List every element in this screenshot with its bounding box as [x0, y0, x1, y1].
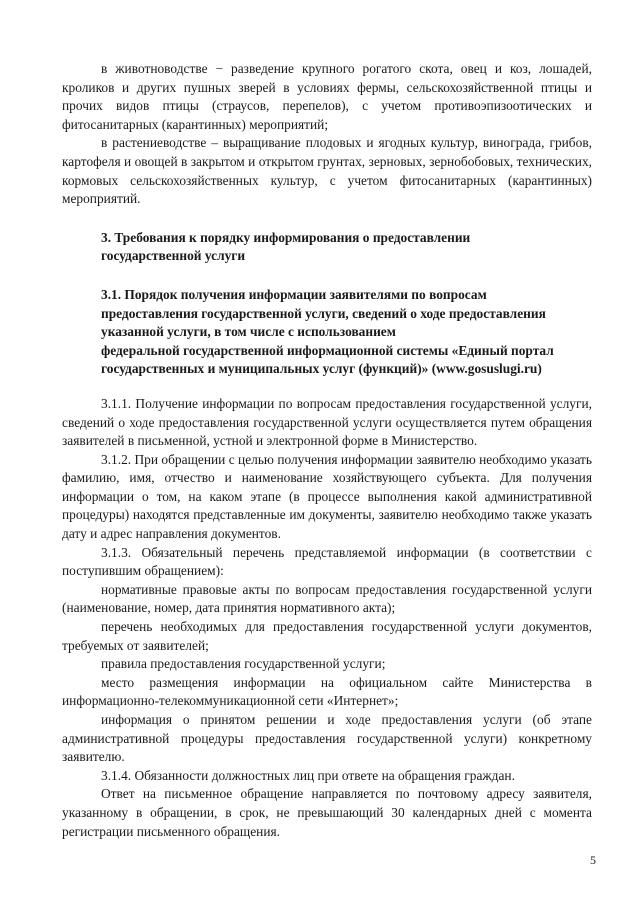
list-item-rules: правила предоставления государственной услуги; — [101, 656, 386, 672]
list-item-website: место размещения информации на официальном сайте Министерства в информационно-телекоммуникационной сети «Интернет»; — [62, 674, 592, 709]
page-text — [62, 60, 592, 841]
paragraph-3-1-3: 3.1.3. Обязательный перечень представляемой информации (в соответствии с поступившим обращением): — [62, 544, 592, 579]
section-3-heading: 3. Требования к порядку информирования о предоставлении государственной услуги — [101, 229, 471, 264]
paragraph-3-1-1: 3.1.1. Получение информации по вопросам предоставления государственной услуги, сведений о ходе предоставления государственной услуги осуществляется путем обращения заявителей в письменной, устной и электронной форме в Министерство. — [62, 395, 592, 449]
paragraph-written-answer: Ответ на письменное обращение направляется по почтовому адресу заявителя, указанному в обращении, в срок, не превышающий 30 календарных дней с момента регистрации письменного обращения. — [62, 786, 592, 839]
list-item-decision-info: информация о принятом решении и ходе предоставления услуги (об этапе административной процедуры предоставления государственной услуги) конкретному заявителю. — [62, 712, 592, 765]
spacer — [62, 266, 592, 286]
paragraph-3-1-2: 3.1.2. При обращении с целью получения информации заявителю необходимо указать фамилию, имя, отчество и наименование хозяйствующего субъекта. Для получения информации о том, на каком этапе (в процессе выполнения какой административной процедуры) находятся представленные им документы, заявителю необходимо также указать дату и адрес направления документов. — [62, 451, 592, 542]
paragraph-3-1-4: 3.1.4. Обязанности должностных лиц при ответе на обращения граждан. — [101, 767, 515, 783]
spacer — [62, 209, 592, 229]
section-3-1-heading: 3.1. Порядок получения информации заявителями по вопросам предоставления государственной услуги, сведений о ходе предоставления указанной услуги, в том числе с использованием федеральной государственной информационной системы «Единый портал государственных и муниципальных услуг (функций)» (www.gosuslugi.ru) — [101, 286, 554, 377]
list-item-legal-acts: нормативные правовые акты по вопросам предоставления государственной услуги (наименование, номер, дата принятия нормативного акта); — [62, 581, 592, 616]
page-number: 5 — [590, 853, 596, 867]
spacer — [62, 379, 592, 395]
list-item-documents: перечень необходимых для предоставления государственной услуги документов, требуемых от заявителей; — [62, 619, 592, 653]
paragraph-crop-growing: в растениеводстве – выращивание плодовых и ягодных культур, винограда, грибов, картофеля и овощей в закрытом и открытом грунтах, зерновых, зернобобовых, технических, кормовых сельскохозяйственных культур, с учетом фитосанитарных (карантинных) мероприятий. — [62, 135, 592, 207]
paragraph-livestock: в животноводстве − разведение крупного рогатого скота, овец и коз, лошадей, кроликов и других пушных зверей в условиях фермы, сельскохозяйственной птицы и прочих видов птицы (страусов, перепелов), с учетом противоэпизоотических и фитосанитарных (карантинных) мероприятий; — [62, 61, 592, 132]
